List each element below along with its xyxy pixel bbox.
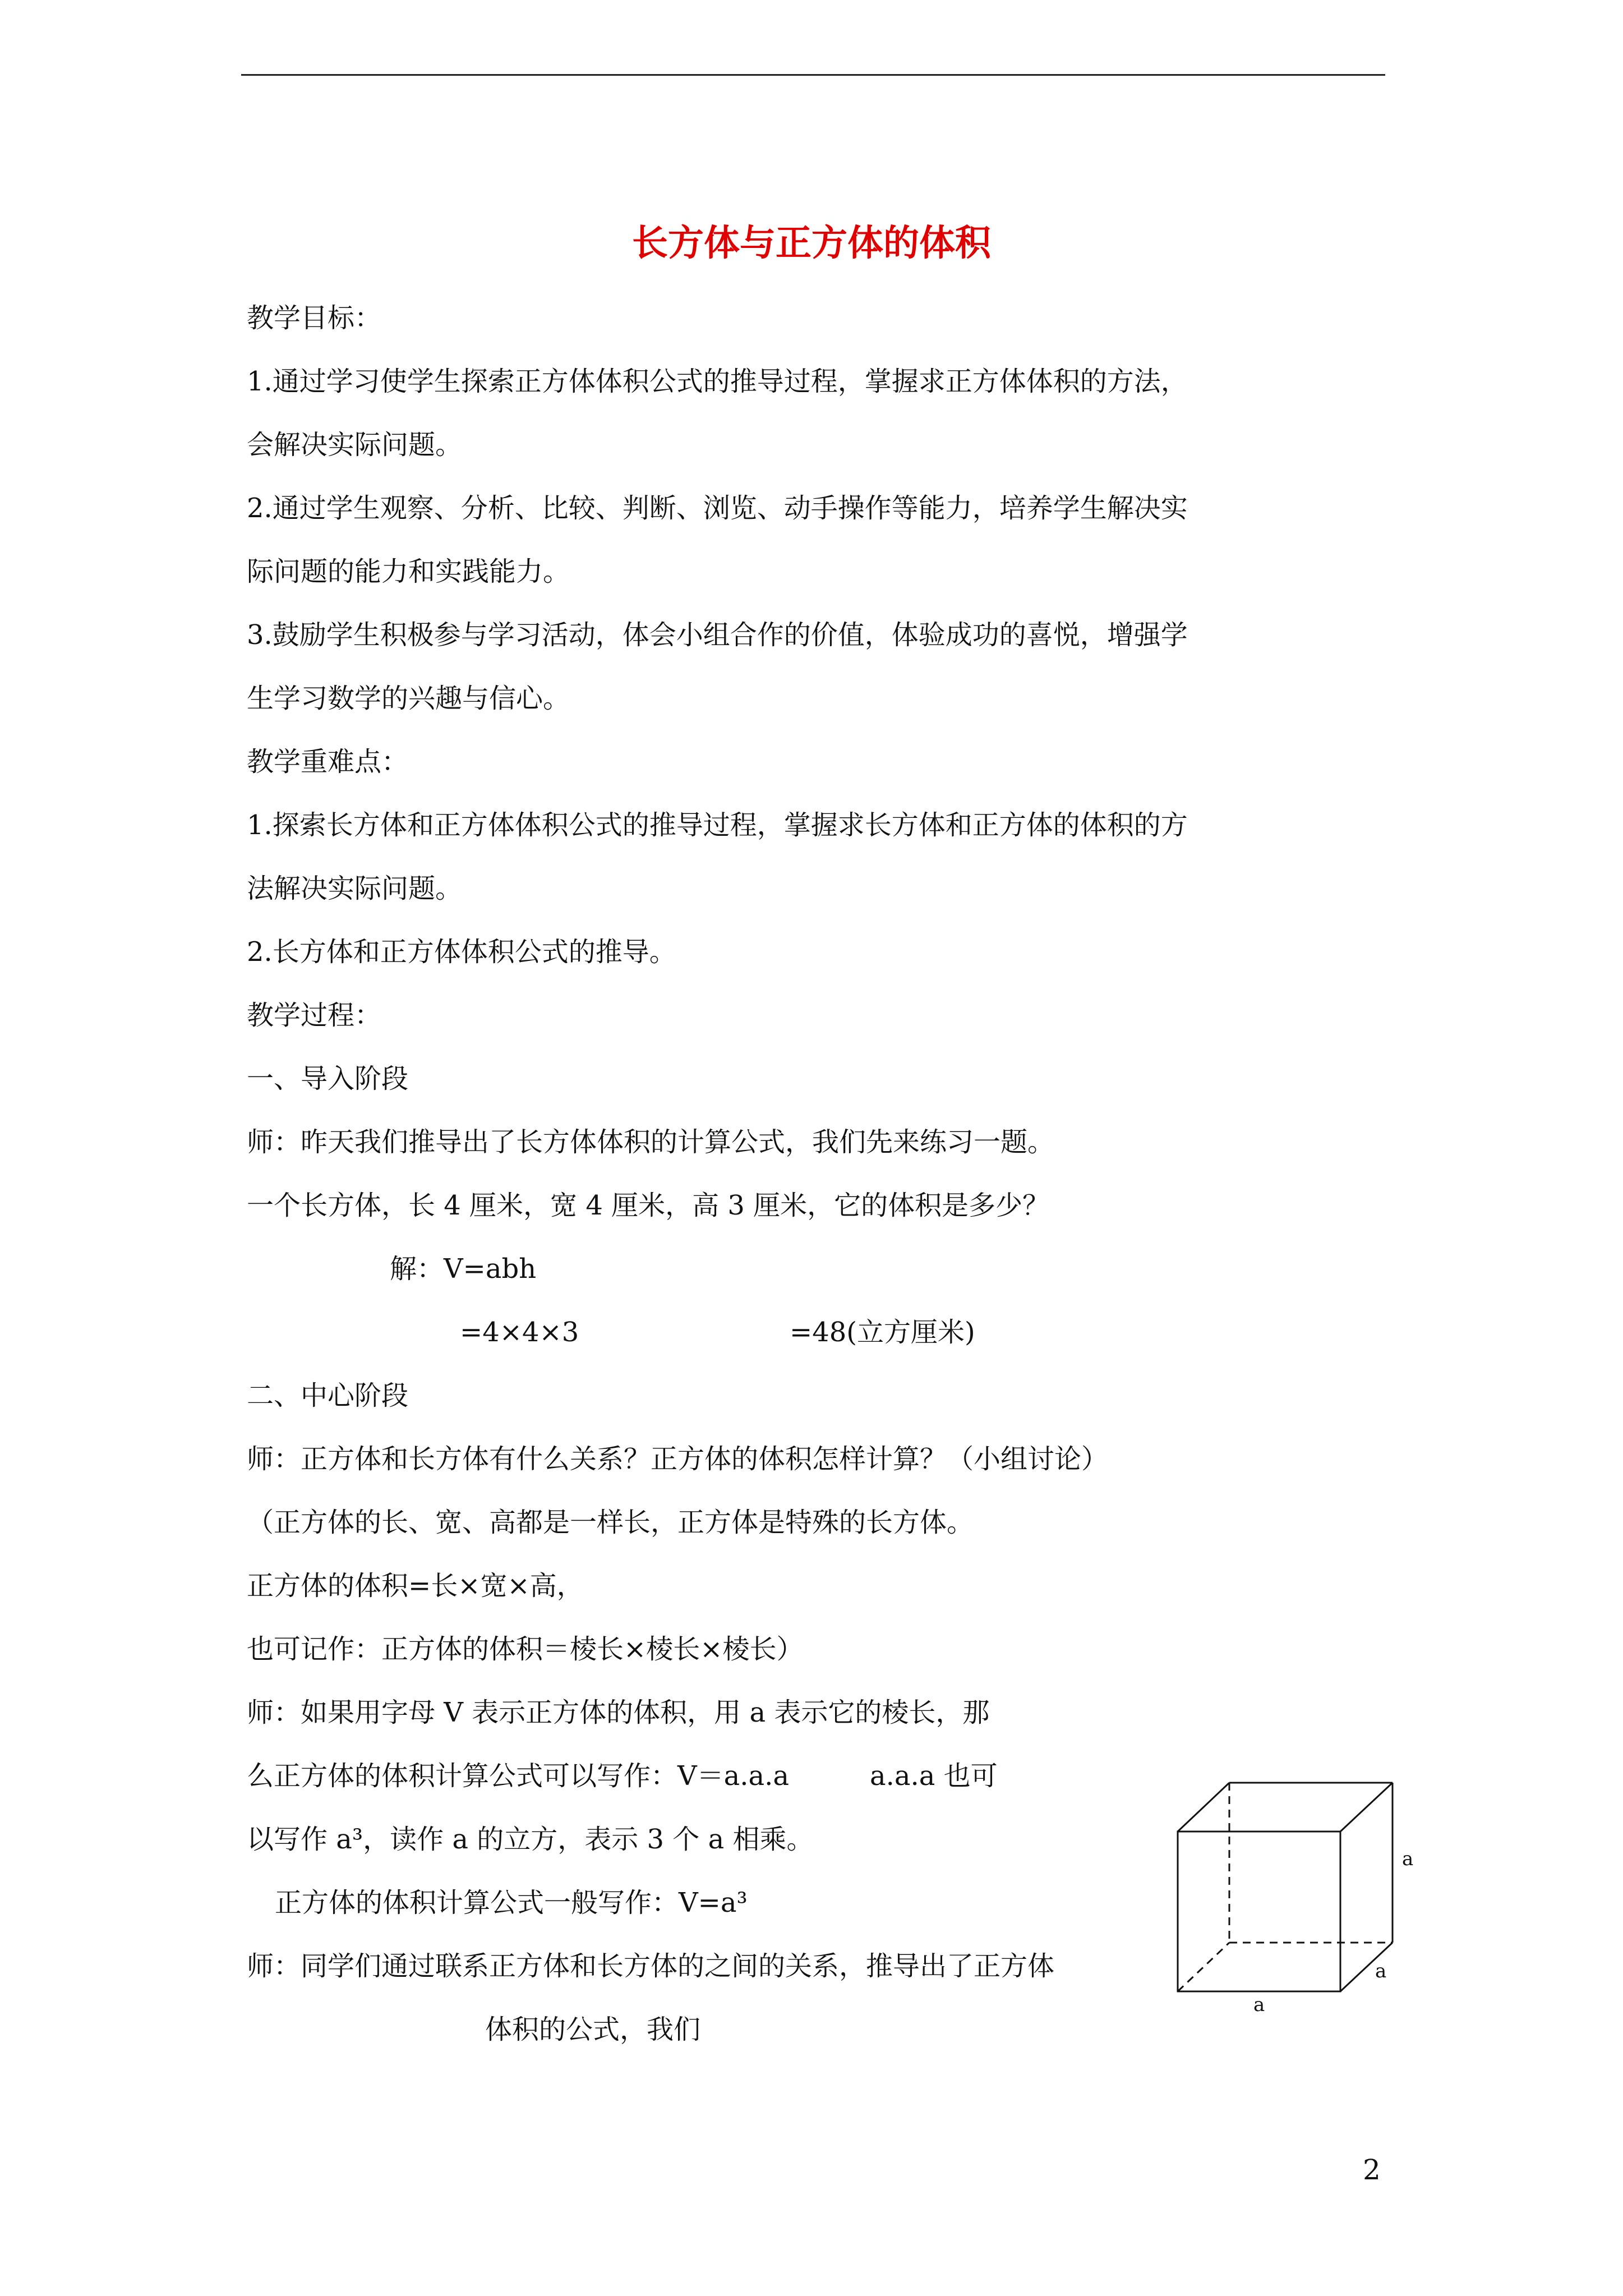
formula-explanation-line-2: 么正方体的体积计算公式可以写作：V＝a.a.a a.a.a 也可 (247, 1760, 998, 1792)
cube-hidden-edge-depth (1178, 1943, 1229, 1991)
discussion-line-2: 正方体的体积=长×宽×高， (247, 1570, 584, 1602)
objective-3-line-1: 3.鼓励学生积极参与学习活动，体会小组合作的价值，体验成功的喜悦，增强学 (247, 619, 1188, 651)
exercise-question: 一个长方体，长 4 厘米，宽 4 厘米，高 3 厘米，它的体积是多少？ (247, 1190, 1050, 1221)
cube-width-label: a (1253, 1994, 1265, 2014)
section-heading-objectives: 教学目标： (247, 302, 382, 334)
stage-1-heading: 一、导入阶段 (247, 1063, 409, 1094)
section-heading-process: 教学过程： (247, 1000, 382, 1031)
key-point-1-line-2: 法解决实际问题。 (247, 873, 463, 904)
solution-result: =48(立方厘米) (790, 1317, 975, 1348)
cube-height-label: a (1402, 1848, 1414, 1870)
cube-depth-label: a (1375, 1960, 1387, 1982)
objective-2-line-2: 际问题的能力和实践能力。 (247, 556, 570, 587)
cube-diagram (1166, 1767, 1436, 2014)
objective-1-line-2: 会解决实际问题。 (247, 429, 463, 461)
teacher-summary-line-2: 体积的公式，我们 (485, 2014, 701, 2045)
formula-explanation-line-3: 以写作 a³，读作 a 的立方，表示 3 个 a 相乘。 (247, 1824, 814, 1855)
general-formula: 正方体的体积计算公式一般写作：V=a³ (275, 1887, 748, 1918)
header-rule (241, 74, 1385, 76)
key-point-1-line-1: 1.探索长方体和正方体体积公式的推导过程，掌握求长方体和正方体的体积的方 (247, 809, 1188, 841)
objective-3-line-2: 生学习数学的兴趣与信心。 (247, 683, 570, 714)
objective-2-line-1: 2.通过学生观察、分析、比较、判断、浏览、动手操作等能力，培养学生解决实 (247, 493, 1188, 524)
teacher-question: 师：正方体和长方体有什么关系？正方体的体积怎样计算？（小组讨论） (247, 1443, 1109, 1475)
teacher-summary-line-1: 师：同学们通过联系正方体和长方体的之间的关系，推导出了正方体 (247, 1950, 1055, 1982)
formula-explanation-line-1: 师：如果用字母 V 表示正方体的体积，用 a 表示它的棱长，那 (247, 1697, 990, 1728)
stage-2-heading: 二、中心阶段 (247, 1380, 409, 1411)
cube-edge-top-left (1178, 1783, 1229, 1832)
page-number: 2 (1363, 2154, 1381, 2186)
objective-1-line-1: 1.通过学习使学生探索正方体体积公式的推导过程，掌握求正方体体积的方法， (247, 366, 1188, 397)
teacher-intro-line: 师：昨天我们推导出了长方体体积的计算公式，我们先来练习一题。 (247, 1126, 1055, 1158)
discussion-line-1: （正方体的长、宽、高都是一样长，正方体是特殊的长方体。 (247, 1507, 974, 1538)
key-point-2: 2.长方体和正方体体积公式的推导。 (247, 936, 676, 968)
document-title: 长方体与正方体的体积 (632, 222, 991, 264)
cube-edge-top-right (1340, 1783, 1393, 1832)
section-heading-key-points: 教学重难点： (247, 746, 409, 777)
solution-formula: 解：V=abh (390, 1253, 537, 1285)
solution-step: =4×4×3 (460, 1317, 579, 1348)
discussion-line-3: 也可记作：正方体的体积＝棱长×棱长×棱长） (247, 1634, 804, 1665)
